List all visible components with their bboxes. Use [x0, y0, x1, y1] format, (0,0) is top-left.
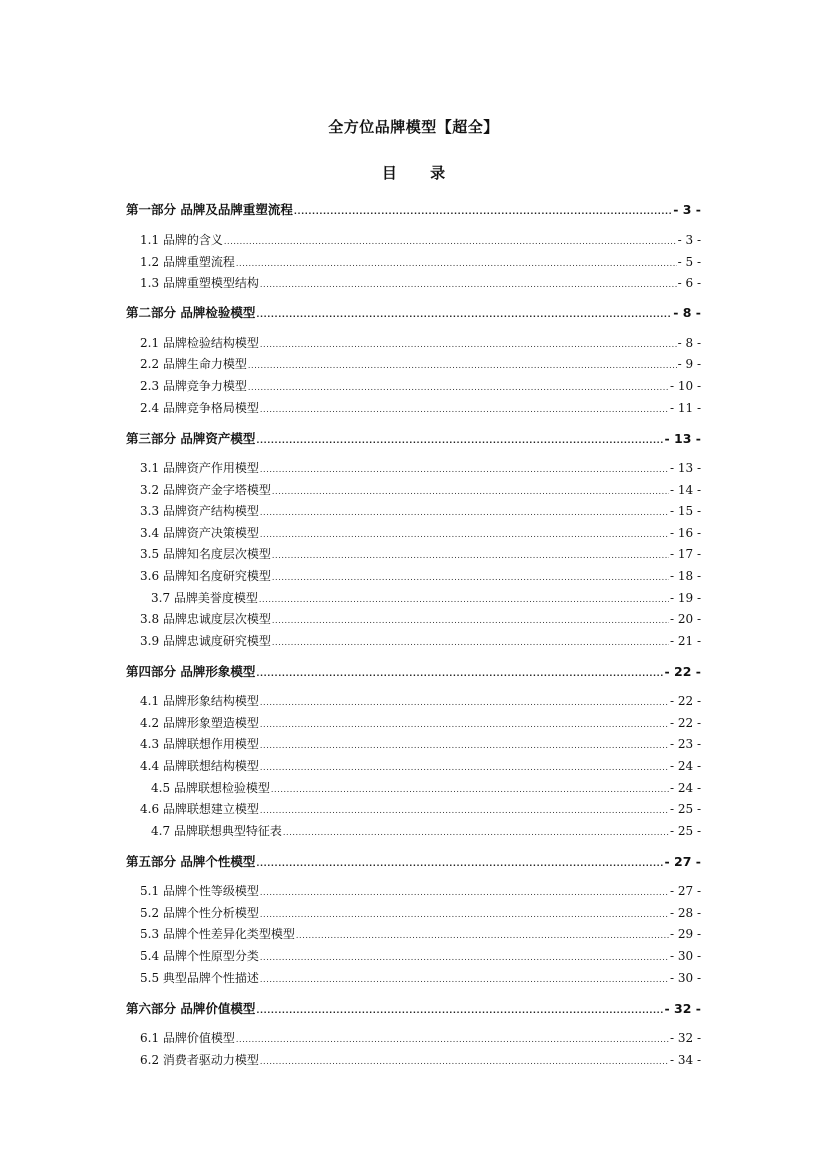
- leader-dots: [260, 910, 669, 919]
- leader-dots: [260, 698, 669, 707]
- toc-page-number: - 29 -: [669, 927, 701, 941]
- toc-part-2[interactable]: [126, 303, 701, 321]
- toc-entry-label: 4.2 品牌形象塑造模型: [140, 716, 259, 730]
- toc-entry-label: 4.5 品牌联想检验模型: [151, 781, 270, 795]
- toc-entry-3-5[interactable]: [140, 545, 701, 562]
- toc-entry-label: 6.1 品牌价值模型: [140, 1031, 235, 1045]
- leader-dots: [260, 763, 669, 772]
- toc-entry-4-2[interactable]: [140, 714, 701, 731]
- toc-entry-label: 3.2 品牌资产金字塔模型: [140, 483, 271, 497]
- toc-page-number: - 3 -: [673, 202, 701, 217]
- toc-entry-label: 3.8 品牌忠诚度层次模型: [140, 612, 271, 626]
- leader-dots: [236, 1035, 669, 1044]
- leader-dots: [260, 1057, 669, 1066]
- leader-dots: [272, 638, 669, 647]
- leader-dots: [256, 1006, 663, 1015]
- toc-page-number: - 34 -: [669, 1053, 701, 1067]
- toc-entry-label: 5.3 品牌个性差异化类型模型: [140, 927, 295, 941]
- leader-dots: [296, 931, 669, 940]
- toc-entry-5-4[interactable]: [140, 947, 701, 964]
- toc-entry-2-2[interactable]: [140, 355, 701, 372]
- toc-entry-label: 3.9 品牌忠诚度研究模型: [140, 634, 271, 648]
- toc-entry-label: 2.2 品牌生命力模型: [140, 357, 247, 371]
- toc-page-number: - 22 -: [669, 716, 701, 730]
- toc-page-number: - 17 -: [669, 547, 701, 561]
- leader-dots: [256, 669, 663, 678]
- toc-page-number: - 30 -: [669, 949, 701, 963]
- toc-page-number: - 11 -: [669, 401, 701, 415]
- toc-page-number: - 32 -: [664, 1001, 701, 1016]
- toc-entry-4-1[interactable]: [140, 692, 701, 709]
- toc-entry-label: 3.3 品牌资产结构模型: [140, 504, 259, 518]
- toc-page-number: - 14 -: [669, 483, 701, 497]
- leader-dots: [260, 741, 669, 750]
- toc-heading: 目 录: [381, 164, 460, 182]
- toc-entry-label: 4.6 品牌联想建立模型: [140, 802, 259, 816]
- toc-page-number: - 25 -: [669, 802, 701, 816]
- toc-entry-label: 4.7 品牌联想典型特征表: [151, 824, 282, 838]
- toc-part-1[interactable]: [126, 200, 701, 218]
- toc-entry-2-3[interactable]: [140, 377, 701, 394]
- toc-page-number: - 28 -: [669, 906, 701, 920]
- toc-entry-3-6[interactable]: [140, 567, 701, 584]
- leader-dots: [260, 280, 677, 289]
- leader-dots: [260, 975, 669, 984]
- toc-entry-label: 3.1 品牌资产作用模型: [140, 461, 259, 475]
- toc-entry-label: 4.4 品牌联想结构模型: [140, 759, 259, 773]
- toc-entry-3-8[interactable]: [140, 610, 701, 627]
- leader-dots: [294, 207, 672, 216]
- toc-page-number: - 22 -: [669, 694, 701, 708]
- leader-dots: [272, 573, 669, 582]
- toc-page-number: - 21 -: [669, 634, 701, 648]
- leader-dots: [236, 259, 677, 268]
- leader-dots: [260, 530, 669, 539]
- toc-entry-6-2[interactable]: [140, 1051, 701, 1068]
- document-title: 全方位品牌模型【超全】: [328, 118, 499, 136]
- toc-entry-label: 3.4 品牌资产决策模型: [140, 526, 259, 540]
- toc-entry-5-2[interactable]: [140, 904, 701, 921]
- toc-entry-label: 3.6 品牌知名度研究模型: [140, 569, 271, 583]
- toc-page-number: - 20 -: [669, 612, 701, 626]
- toc-part-label: 第二部分 品牌检验模型: [126, 305, 256, 320]
- leader-dots: [260, 465, 669, 474]
- leader-dots: [260, 405, 669, 414]
- toc-part-4[interactable]: [126, 662, 701, 680]
- toc-page-number: - 23 -: [669, 737, 701, 751]
- toc-entry-label: 5.5 典型品牌个性描述: [140, 971, 259, 985]
- toc-page-number: - 32 -: [669, 1031, 701, 1045]
- toc-part-label: 第五部分 品牌个性模型: [126, 854, 256, 869]
- toc-part-label: 第一部分 品牌及品牌重塑流程: [126, 202, 293, 217]
- toc-entry-6-1[interactable]: [140, 1029, 701, 1046]
- toc-entry-label: 1.3 品牌重塑模型结构: [140, 276, 259, 290]
- leader-dots: [256, 310, 672, 319]
- toc-entry-label: 3.7 品牌美誉度模型: [151, 591, 258, 605]
- toc-page-number: - 9 -: [677, 357, 701, 371]
- toc-part-label: 第六部分 品牌价值模型: [126, 1001, 256, 1016]
- toc-entry-3-2[interactable]: [140, 481, 701, 498]
- toc-entry-1-3[interactable]: [140, 274, 701, 291]
- toc-entry-label: 4.3 品牌联想作用模型: [140, 737, 259, 751]
- leader-dots: [271, 785, 669, 794]
- toc-entry-label: 6.2 消费者驱动力模型: [140, 1053, 259, 1067]
- toc-part-label: 第四部分 品牌形象模型: [126, 664, 256, 679]
- toc-entry-5-3[interactable]: [140, 925, 701, 942]
- leader-dots: [260, 953, 669, 962]
- toc-page-number: - 30 -: [669, 971, 701, 985]
- toc-page-number: - 25 -: [669, 824, 701, 838]
- toc-entry-1-1[interactable]: [140, 231, 701, 248]
- toc-entry-1-2[interactable]: [140, 253, 701, 270]
- toc-page-number: - 24 -: [669, 781, 701, 795]
- toc-page-number: - 27 -: [669, 884, 701, 898]
- toc-entry-3-3[interactable]: [140, 502, 701, 519]
- toc-entry-5-5[interactable]: [140, 969, 701, 986]
- toc-page-number: - 24 -: [669, 759, 701, 773]
- toc-page-number: - 27 -: [664, 854, 701, 869]
- toc-entry-label: 1.1 品牌的含义: [140, 233, 223, 247]
- toc-entry-label: 5.2 品牌个性分析模型: [140, 906, 259, 920]
- toc-entry-3-9[interactable]: [140, 632, 701, 649]
- toc-entry-label: 2.3 品牌竞争力模型: [140, 379, 247, 393]
- leader-dots: [248, 383, 669, 392]
- toc-entry-3-4[interactable]: [140, 524, 701, 541]
- toc-entry-4-3[interactable]: [140, 735, 701, 752]
- leader-dots: [272, 551, 669, 560]
- toc-page-number: - 6 -: [677, 276, 701, 290]
- leader-dots: [260, 806, 669, 815]
- toc-entry-label: 5.4 品牌个性原型分类: [140, 949, 259, 963]
- toc-entry-2-1[interactable]: [140, 334, 701, 351]
- toc-entry-label: 5.1 品牌个性等级模型: [140, 884, 259, 898]
- toc-entry-4-4[interactable]: [140, 757, 701, 774]
- leader-dots: [260, 508, 669, 517]
- leader-dots: [272, 616, 669, 625]
- toc-page-number: - 8 -: [673, 305, 701, 320]
- toc-page-number: - 15 -: [669, 504, 701, 518]
- toc-part-5[interactable]: [126, 852, 701, 870]
- toc-page-number: - 5 -: [677, 255, 701, 269]
- toc-part-3[interactable]: [126, 429, 701, 447]
- toc-entry-5-1[interactable]: [140, 882, 701, 899]
- leader-dots: [224, 237, 677, 246]
- toc-page-number: - 13 -: [669, 461, 701, 475]
- toc-entry-label: 4.1 品牌形象结构模型: [140, 694, 259, 708]
- toc-entry-4-7[interactable]: [151, 822, 701, 839]
- leader-dots: [256, 859, 663, 868]
- toc-entry-2-4[interactable]: [140, 399, 701, 416]
- toc-page-number: - 16 -: [669, 526, 701, 540]
- toc-page-number: - 18 -: [669, 569, 701, 583]
- toc-page-number: - 8 -: [677, 336, 701, 350]
- toc-entry-label: 2.4 品牌竞争格局模型: [140, 401, 259, 415]
- toc-page-number: - 3 -: [677, 233, 701, 247]
- toc-page-number: - 22 -: [664, 664, 701, 679]
- toc-entry-label: 1.2 品牌重塑流程: [140, 255, 235, 269]
- leader-dots: [260, 720, 669, 729]
- leader-dots: [256, 436, 663, 445]
- toc-part-6[interactable]: [126, 999, 701, 1017]
- leader-dots: [259, 595, 669, 604]
- toc-part-label: 第三部分 品牌资产模型: [126, 431, 256, 446]
- toc-entry-label: 3.5 品牌知名度层次模型: [140, 547, 271, 561]
- toc-page-number: - 13 -: [664, 431, 701, 446]
- toc-entry-label: 2.1 品牌检验结构模型: [140, 336, 259, 350]
- leader-dots: [248, 361, 677, 370]
- toc-page-number: - 10 -: [669, 379, 701, 393]
- toc-entry-4-5[interactable]: [151, 779, 701, 796]
- leader-dots: [260, 340, 677, 349]
- toc-entry-3-7[interactable]: [151, 589, 701, 606]
- toc-entry-4-6[interactable]: [140, 800, 701, 817]
- leader-dots: [260, 888, 669, 897]
- toc-page-number: - 19 -: [669, 591, 701, 605]
- leader-dots: [283, 828, 669, 837]
- toc-entry-3-1[interactable]: [140, 459, 701, 476]
- leader-dots: [272, 487, 669, 496]
